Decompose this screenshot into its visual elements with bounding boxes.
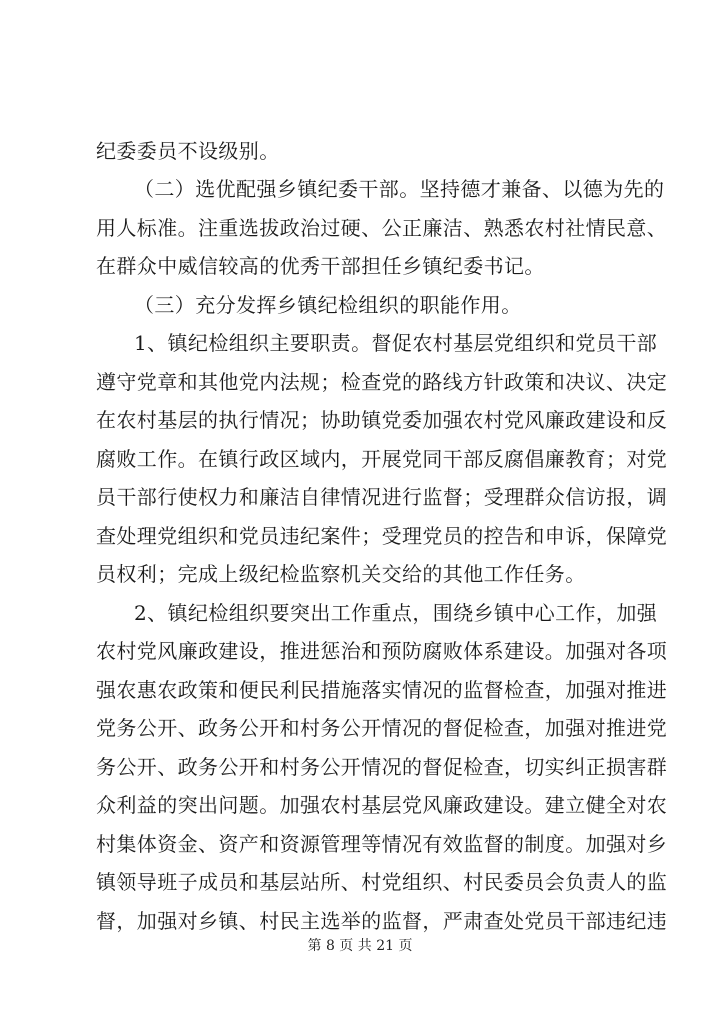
text-line: （三）充分发挥乡镇纪检组织的职能作用。 [134, 293, 522, 317]
text-line: 查处理党组织和党员违纪案件；受理党员的控告和申诉，保障党 [96, 524, 668, 548]
text-line: 在农村基层的执行情况；协助镇党委加强农村党风廉政建设和反 [96, 408, 668, 432]
text-line: 村集体资金、资产和资源管理等情况有效监督的制度。加强对乡 [96, 832, 668, 856]
text-line: 遵守党章和其他党内法规；检查党的路线方针政策和决议、决定 [96, 370, 668, 394]
text-line: 镇领导班子成员和基层站所、村党组织、村民委员会负责人的监 [96, 870, 668, 894]
text-line: 1、镇纪检组织主要职责。督促农村基层党组织和党员干部 [134, 331, 658, 355]
text-line: 农村党风廉政建设，推进惩治和预防腐败体系建设。加强对各项 [96, 639, 668, 663]
text-line: 纪委委员不设级别。 [96, 139, 280, 163]
text-line: 员权利；完成上级纪检监察机关交给的其他工作任务。 [96, 562, 586, 586]
text-line: 务公开、政务公开和村务公开情况的督促检查，切实纠正损害群 [96, 755, 668, 779]
text-line: 众利益的突出问题。加强农村基层党风廉政建设。建立健全对农 [96, 793, 668, 817]
text-line: 2、镇纪检组织要突出工作重点，围绕乡镇中心工作，加强 [134, 601, 658, 625]
text-line: 在群众中威信较高的优秀干部担任乡镇纪委书记。 [96, 254, 545, 278]
text-line: 腐败工作。在镇行政区域内，开展党同干部反腐倡廉教育；对党 [96, 447, 668, 471]
text-line: 督，加强对乡镇、村民主选举的监督，严肃查处党员干部违纪违 [96, 909, 668, 933]
text-line: 用人标准。注重选拔政治过硬、公正廉洁、熟悉农村社情民意、 [96, 216, 668, 240]
text-line: 强农惠农政策和便民利民措施落实情况的监督检查，加强对推进 [96, 678, 668, 702]
text-line: （二）选优配强乡镇纪委干部。坚持德才兼备、以德为先的 [134, 177, 665, 201]
text-line: 党务公开、政务公开和村务公开情况的督促检查，加强对推进党 [96, 716, 668, 740]
text-line: 员干部行使权力和廉洁自律情况进行监督；受理群众信访报，调 [96, 485, 668, 509]
page-number-footer: 第 8 页 共 21 页 [307, 938, 413, 954]
